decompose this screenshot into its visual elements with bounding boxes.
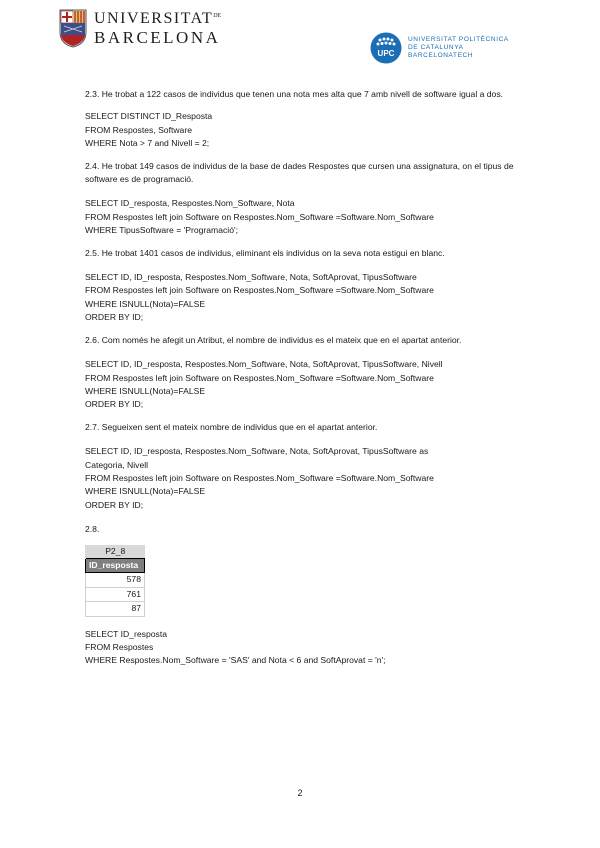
ub-name-line2: BARCELONA [94,27,221,47]
code-line: SELECT ID, ID_resposta, Respostes.Nom_Software, Nota, SoftAprovat, TipusSoftware as [85,446,429,457]
table-title: P2_8 [86,545,145,559]
code-line: WHERE Nota > 7 and Nivell = 2; [85,138,210,149]
code-line: FROM Respostes left join Software on Respostes.Nom_Software =Software.Nom_Software [85,372,434,383]
code-line: ORDER BY ID; [85,499,144,510]
code-line: FROM Respostes left join Software on Respostes.Nom_Software =Software.Nom_Software [85,285,434,296]
page-number: 2 [297,788,303,798]
upc-line-2: DE CATALUNYA [408,44,464,51]
table-cell: 761 [86,587,145,601]
code-line: FROM Respostes [85,642,154,652]
section-2-3-query [85,110,515,150]
code-line: WHERE TipusSoftware = 'Programació'; [85,225,239,236]
section-2-8-query [85,628,515,668]
code-line: Categoria, Nivell [85,459,149,470]
column-header: ID_resposta [86,558,145,572]
code-line: ORDER BY ID; [85,312,144,323]
code-line: SELECT ID, ID_resposta, Respostes.Nom_Software, Nota, SoftAprovat, TipusSoftware [85,272,417,283]
ub-name-line1: UNIVERSITAT [94,9,214,27]
code-line: SELECT ID, ID_resposta, Respostes.Nom_Software, Nota, SoftAprovat, TipusSoftware, Nivell [85,359,443,370]
section-2-5-query [85,271,515,325]
upc-logo-icon [370,32,402,64]
code-line: ORDER BY ID; [85,399,144,410]
code-line: WHERE ISNULL(Nota)=FALSE [85,298,206,309]
page-header [0,0,600,60]
section-2-8-heading: 2.8. [85,524,100,535]
ub-logo [58,8,221,48]
code-line: FROM Respostes, Software [85,124,192,135]
document-body [85,88,515,668]
upc-logo [370,32,509,64]
code-line: WHERE ISNULL(Nota)=FALSE [85,486,206,497]
table-cell: 87 [86,602,145,616]
code-line: FROM Respostes left join Software on Respostes.Nom_Software =Software.Nom_Software [85,211,434,222]
section-2-3-text: 2.3. He trobat a 122 casos de individus que tenen una nota mes alta que 7 amb nivell de software igual a dos. [85,89,504,99]
upc-line-1: UNIVERSITAT POLITÈCNICA [408,36,509,43]
ub-name-suffix: DE [213,12,222,19]
section-2-7-text: 2.7. Segueixen sent el mateix nombre de individus que en el apartat anterior. [85,421,378,432]
code-line: WHERE Respostes.Nom_Software = 'SAS' and Nota < 6 and SoftAprovat = 'n'; [85,655,386,666]
code-line: WHERE ISNULL(Nota)=FALSE [85,385,206,396]
section-2-4-text: 2.4. He trobat 149 casos de individus de la base de dades Respostes que cursen una assignatura, on el tipus de software es de programació. [85,160,514,185]
upc-mark: UPC [377,49,395,58]
code-line: SELECT ID_resposta, Respostes.Nom_Software, Nota [85,198,295,209]
code-line: SELECT DISTINCT ID_Resposta [85,111,213,122]
ub-shield-icon [58,8,88,48]
result-table [85,545,145,617]
section-2-6-query [85,358,515,412]
code-line: SELECT ID_resposta [85,628,167,639]
section-2-6-text: 2.6. Com només he afegit un Atribut, el nombre de individus es el mateix que en el apartat anterior. [85,334,462,345]
section-2-4-query [85,197,515,237]
table-cell: 578 [86,573,145,587]
upc-line-3: BARCELONATECH [408,52,474,59]
code-line: FROM Respostes left join Software on Respostes.Nom_Software =Software.Nom_Software [85,472,434,483]
section-2-7-query [85,445,515,512]
section-2-5-text: 2.5. He trobat 1401 casos de individus, eliminant els individus on la seva nota estigui en blanc. [85,247,445,258]
